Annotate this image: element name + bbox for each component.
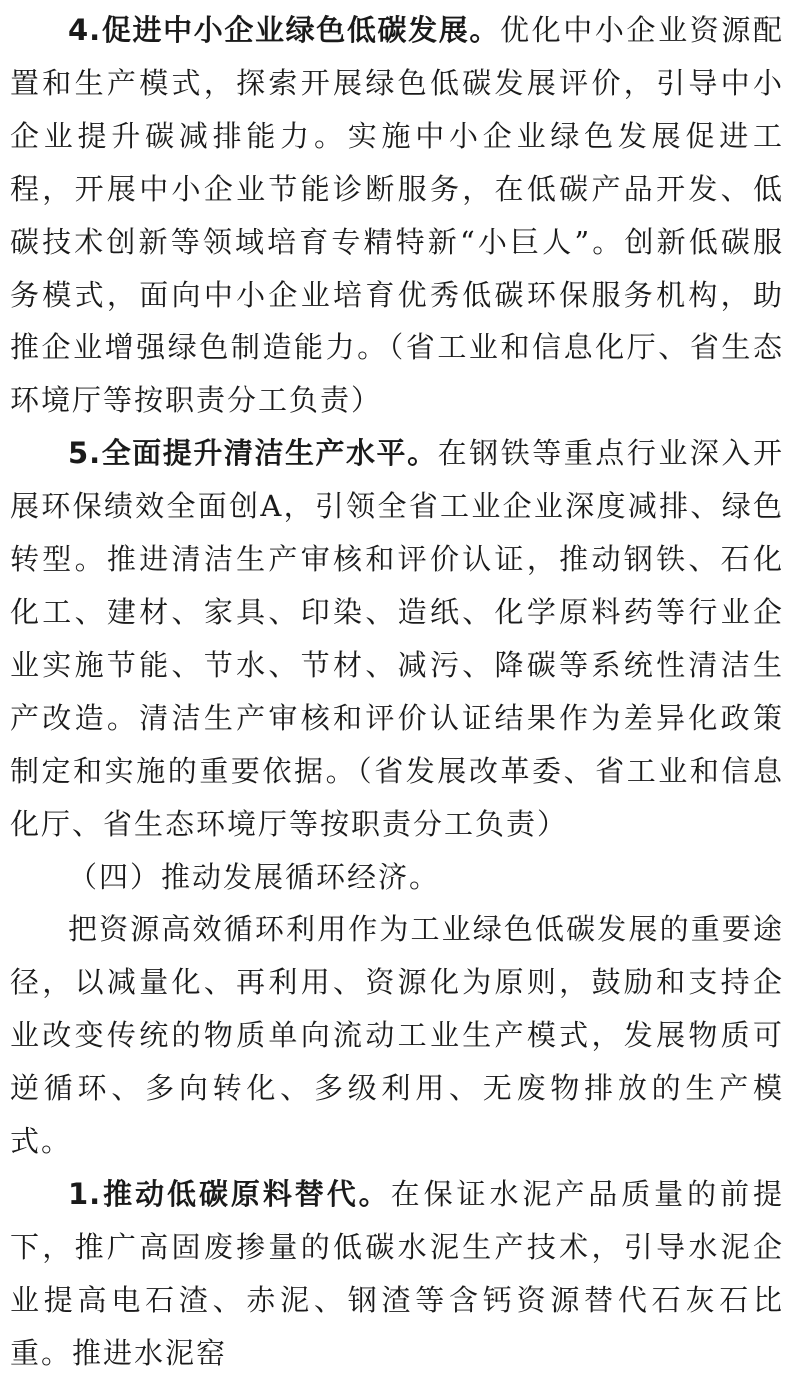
paragraph-item-1 (10, 1168, 784, 1380)
paragraph-body: 在保证水泥产品质量的前提下，推广高固废掺量的低碳水泥生产技术，引导水泥企业提高电石渣、赤泥、钢渣等含钙资源替代石灰石比重。推进水泥窑 (10, 1176, 784, 1370)
paragraph-body: 优化中小企业资源配置和生产模式，探索开展绿色低碳发展评价，引导中小企业提升碳减排能力。实施中小企业绿色发展促进工程，开展中小企业节能诊断服务，在低碳产品开发、低碳技术创新等领域培育专精特新“小巨人”。创新低碳服务模式，面向中小企业培育优秀低碳环保服务机构，助推企业增强绿色制造能力。（省工业和信息化厅、省生态环境厅等按职责分工负责） (10, 13, 784, 418)
paragraph-heading: 4.促进中小企业绿色低碳发展。 (68, 13, 500, 47)
paragraph-heading: 1.推动低碳原料替代。 (68, 1176, 391, 1211)
section-heading-text: （四）推动发展循环经济。 (68, 859, 441, 894)
paragraph-heading: 5.全面提升清洁生产水平。 (68, 436, 438, 471)
paragraph-item-5 (10, 427, 784, 850)
paragraph-body: 在钢铁等重点行业深入开展环保绩效全面创A，引领全省工业企业深度减排、绿色转型。推进清洁生产审核和评价认证，推动钢铁、石化化工、建材、家具、印染、造纸、化学原料药等行业企业实施节能、节水、节材、减污、降碳等系统性清洁生产改造。清洁生产审核和评价认证结果作为差异化政策制定和实施的重要依据。（省发展改革委、省工业和信息化厅、省生态环境厅等按职责分工负责） (10, 436, 784, 841)
section-intro-paragraph (10, 903, 784, 1168)
section-heading-4 (10, 851, 784, 904)
paragraph-item-4 (10, 4, 784, 427)
paragraph-body: 把资源高效循环利用作为工业绿色低碳发展的重要途径，以减量化、再利用、资源化为原则，鼓励和支持企业改变传统的物质单向流动工业生产模式，发展物质可逆循环、多向转化、多级利用、无废物排放的生产模式。 (10, 912, 784, 1159)
